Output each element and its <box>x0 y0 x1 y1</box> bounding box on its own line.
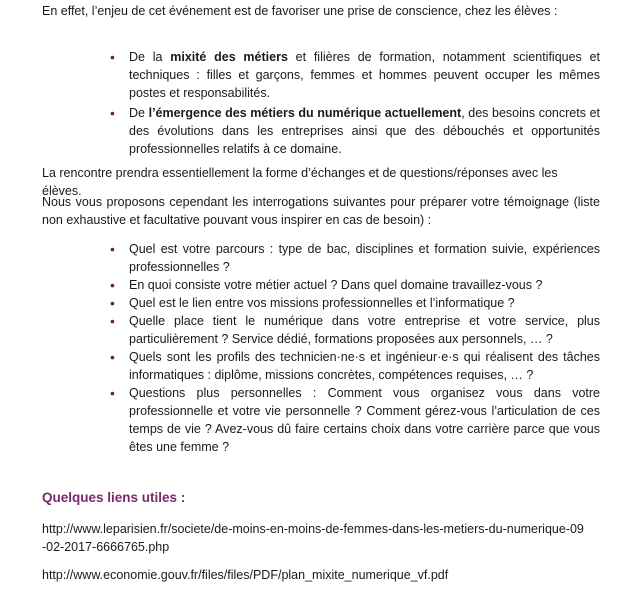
rencontre-paragraph: La rencontre prendra essentiellement la forme d’échanges et de questions/réponses avec les élèves. <box>42 166 558 198</box>
links-heading: Quelques liens utiles : <box>42 490 186 505</box>
question-item: • Questions plus personnelles : Comment vous organisez vous dans votre professionnelle et votre vie personnelle ? Comment gérez-vous l’articulation de ces temps de vie ? Avez-vous dû faire certains choix dans votre carrière parce que vous êtes une femme ? <box>110 385 600 454</box>
question-item: • En quoi consiste votre métier actuel ? Dans quel domaine travaillez-vous ? <box>110 277 543 293</box>
intro-paragraph: En effet, l’enjeu de cet événement est de favoriser une prise de conscience, chez les élèves : <box>42 4 558 18</box>
goal-keyword: mixité des métiers <box>170 50 288 64</box>
goal-item: • De la mixité des métiers et filières de formation, notamment scientifiques et techniques : filles et garçons, femmes et hommes peuvent occuper les mêmes postes et responsabilités. <box>110 49 600 100</box>
bullet-icon: • <box>110 385 115 401</box>
bullet-icon: • <box>110 277 115 293</box>
goal-item: • De l’émergence des métiers du numérique actuellement, des besoins concrets et des évolutions dans les entreprises ainsi que des débouchés et opportunités professionnelles relatifs à ce domaine. <box>110 105 600 156</box>
question-item: • Quelle place tient le numérique dans votre entreprise et votre service, plus particulièrement ? Service dédié, formations proposées aux personnels, … ? <box>110 313 600 346</box>
question-item: • Quel est le lien entre vos missions professionnelles et l’informatique ? <box>110 295 515 311</box>
goals-list <box>110 48 600 158</box>
bullet-icon: • <box>110 313 115 329</box>
bullet-icon: • <box>110 295 115 311</box>
questions-list <box>110 240 600 456</box>
question-item: • Quels sont les profils des technicien·ne·s et ingénieur·e·s qui réalisent des tâches informatiques : diplôme, missions concrètes, compétences requises, … ? <box>110 349 600 382</box>
proposition-paragraph: Nous vous proposons cependant les interrogations suivantes pour préparer votre témoignage (liste non exhaustive et facultative pouvant vous inspirer en cas de besoin) : <box>42 195 600 227</box>
bullet-icon: • <box>110 49 115 65</box>
question-item: • Quel est votre parcours : type de bac, disciplines et formation suivie, expériences professionnelles ? <box>110 241 600 274</box>
link-leparisien[interactable]: http://www.leparisien.fr/societe/de-moins-en-moins-de-femmes-dans-les-metiers-du-numerique-09-02-2017-6666765.php <box>42 522 584 554</box>
bullet-icon: • <box>110 349 115 365</box>
bullet-icon: • <box>110 241 115 257</box>
bullet-icon: • <box>110 105 115 121</box>
link-economie[interactable]: http://www.economie.gouv.fr/files/files/PDF/plan_mixite_numerique_vf.pdf <box>42 568 449 582</box>
goal-keyword: l’émergence des métiers du numérique actuellement <box>148 106 462 120</box>
